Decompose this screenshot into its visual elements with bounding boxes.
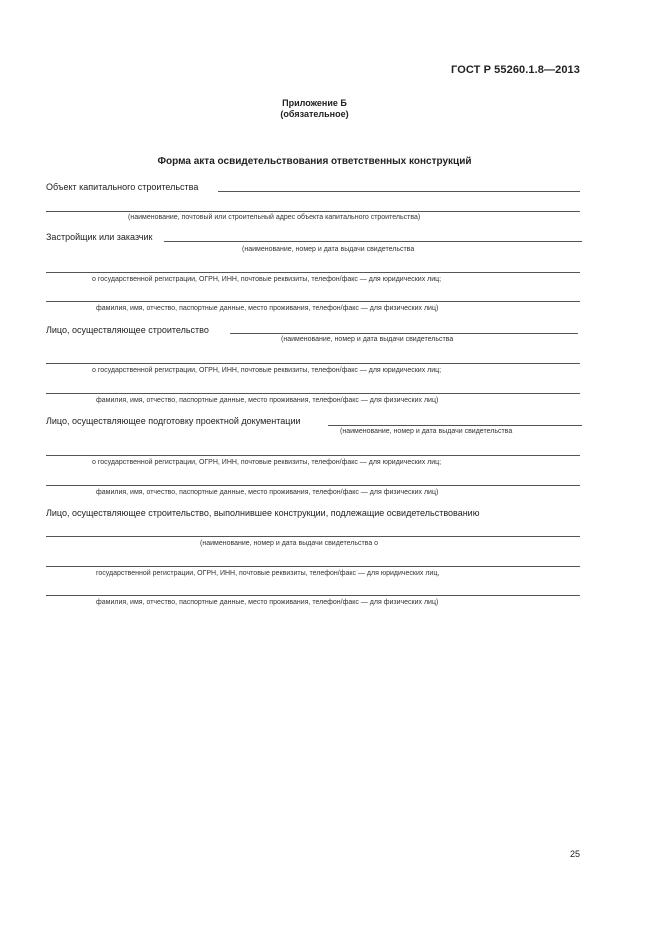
performer-hint-2: государственной регистрации, ОГРН, ИНН, почтовые реквизиты, телефон/факс — для юридических лиц,: [96, 570, 440, 577]
designer-field-line-1[interactable]: [328, 425, 582, 426]
appendix-title: Приложение Б: [282, 98, 347, 108]
designer-field-line-3[interactable]: [46, 485, 580, 486]
page-number: 25: [570, 849, 581, 859]
designer-hint-3: фамилия, имя, отчество, паспортные данные, место проживания, телефон/факс — для физических лиц): [96, 489, 439, 496]
builder-label: Лицо, осуществляющее строительство: [46, 325, 209, 335]
developer-field-line-2[interactable]: [46, 272, 580, 273]
object-field-line-2[interactable]: [46, 211, 580, 212]
developer-hint-3: фамилия, имя, отчество, паспортные данные, место проживания, телефон/факс — для физических лиц): [96, 305, 439, 312]
standard-number: ГОСТ Р 55260.1.8—2013: [451, 64, 580, 76]
developer-label: Застройщик или заказчик: [46, 232, 153, 242]
designer-hint-1: (наименование, номер и дата выдачи свидетельства: [340, 428, 513, 435]
object-hint: (наименование, почтовый или строительный адрес объекта капитального строительства): [128, 214, 421, 221]
form-title: Форма акта освидетельствования ответственных конструкций: [157, 156, 472, 167]
performer-field-line-2[interactable]: [46, 566, 580, 567]
designer-label: Лицо, осуществляющее подготовку проектной документации: [46, 416, 301, 426]
developer-hint-2: о государственной регистрации, ОГРН, ИНН, почтовые реквизиты, телефон/факс — для юридических лиц;: [92, 276, 442, 283]
performer-hint-3: фамилия, имя, отчество, паспортные данные, место проживания, телефон/факс — для физических лиц): [96, 599, 439, 606]
performer-field-line-1[interactable]: [46, 536, 580, 537]
appendix-status: (обязательное): [280, 109, 349, 119]
builder-field-line-2[interactable]: [46, 363, 580, 364]
builder-hint-1: (наименование, номер и дата выдачи свидетельства: [281, 336, 454, 343]
builder-field-line-3[interactable]: [46, 393, 580, 394]
developer-hint-1: (наименование, номер и дата выдачи свидетельства: [242, 246, 415, 253]
object-field-line-1[interactable]: [218, 191, 580, 192]
builder-field-line-1[interactable]: [230, 333, 578, 334]
performer-hint-1: (наименование, номер и дата выдачи свидетельства о: [200, 540, 379, 547]
appendix-heading: [0, 98, 629, 120]
performer-label: Лицо, осуществляющее строительство, выполнившее конструкции, подлежащие освидетельствованию: [46, 508, 480, 518]
performer-field-line-3[interactable]: [46, 595, 580, 596]
builder-hint-3: фамилия, имя, отчество, паспортные данные, место проживания, телефон/факс — для физических лиц): [96, 397, 439, 404]
designer-field-line-2[interactable]: [46, 455, 580, 456]
object-label: Объект капитального строительства: [46, 182, 199, 192]
developer-field-line-3[interactable]: [46, 301, 580, 302]
builder-hint-2: о государственной регистрации, ОГРН, ИНН, почтовые реквизиты, телефон/факс — для юридических лиц;: [92, 367, 442, 374]
developer-field-line-1[interactable]: [164, 241, 582, 242]
designer-hint-2: о государственной регистрации, ОГРН, ИНН, почтовые реквизиты, телефон/факс — для юридических лиц;: [92, 459, 442, 466]
